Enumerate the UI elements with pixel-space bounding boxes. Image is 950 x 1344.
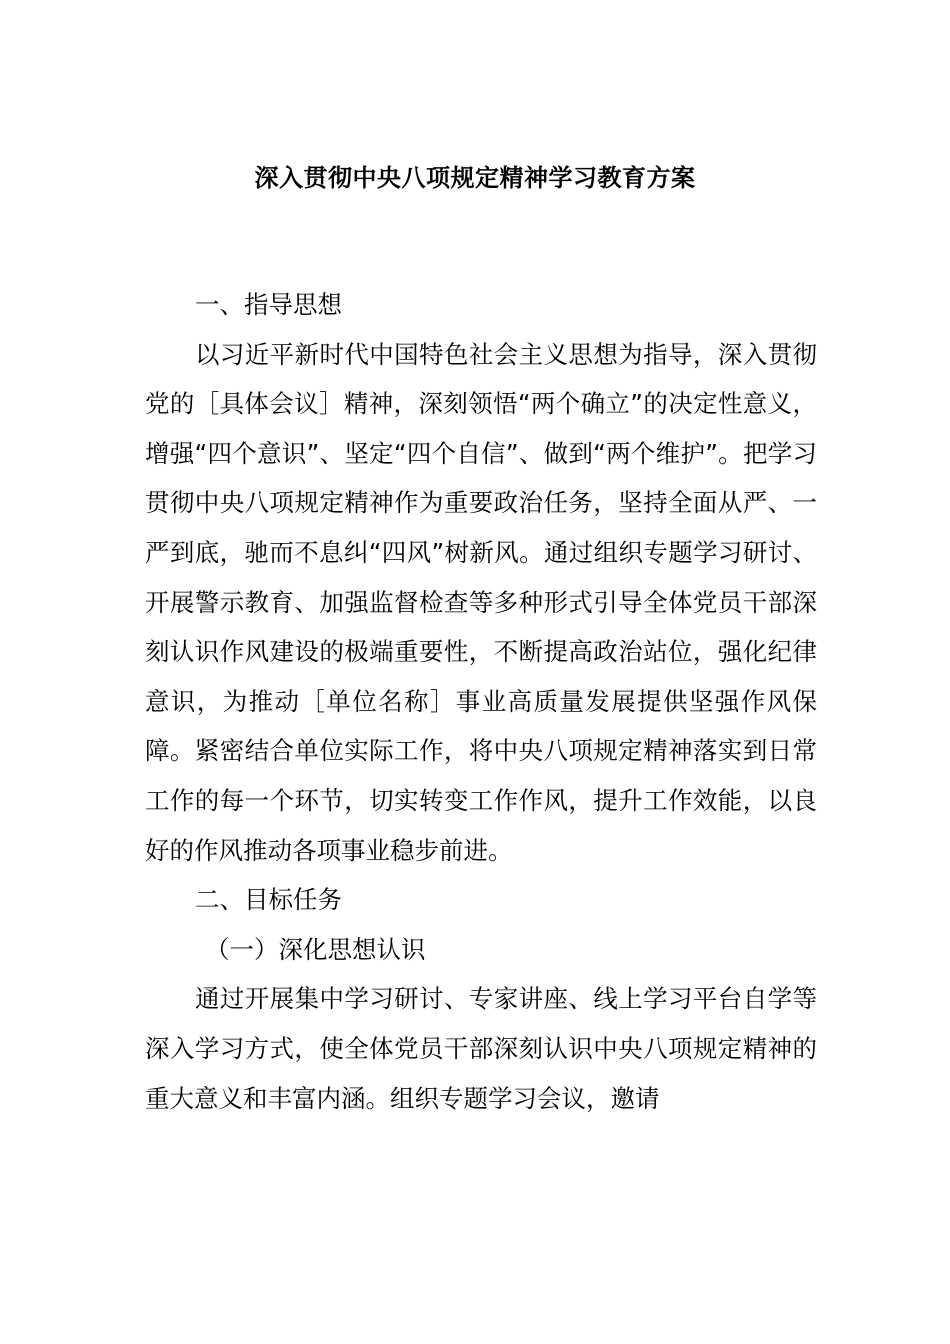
document-body <box>145 280 817 1123</box>
paragraph-deepen-understanding: 通过开展集中学习研讨、专家讲座、线上学习平台自学等深入学习方式，使全体党员干部深刻认识中央八项规定精神的重大意义和丰富内涵。组织专题学习会议，邀请 <box>145 984 817 1113</box>
section-heading-guiding-ideology: 一、指导思想 <box>195 290 342 319</box>
paragraph-guiding-ideology: 以习近平新时代中国特色社会主义思想为指导，深入贯彻党的［具体会议］精神，深刻领悟“两个确立”的决定性意义，增强“四个意识”、坚定“四个自信”、做到“两个维护”。把学习贯彻中央八项规定精神作为重要政治任务，坚持全面从严、一严到底，驰而不息纠“四风”树新风。通过组织专题学习研讨、开展警示教育、加强监督检查等多种形式引导全体党员干部深刻认识作风建设的极端重要性，不断提高政治站位，强化纪律意识，为推动［单位名称］事业高质量发展提供坚强作风保障。紧密结合单位实际工作，将中央八项规定精神落实到日常工作的每一个环节，切实转变工作作风，提升工作效能，以良好的作风推动各项事业稳步前进。 <box>145 339 817 865</box>
subsection-heading-deepen-understanding: （一）深化思想认识 <box>205 934 426 964</box>
document-title: 深入贯彻中央八项规定精神学习教育方案 <box>254 164 696 192</box>
section-heading-goals-tasks: 二、目标任务 <box>195 885 342 915</box>
